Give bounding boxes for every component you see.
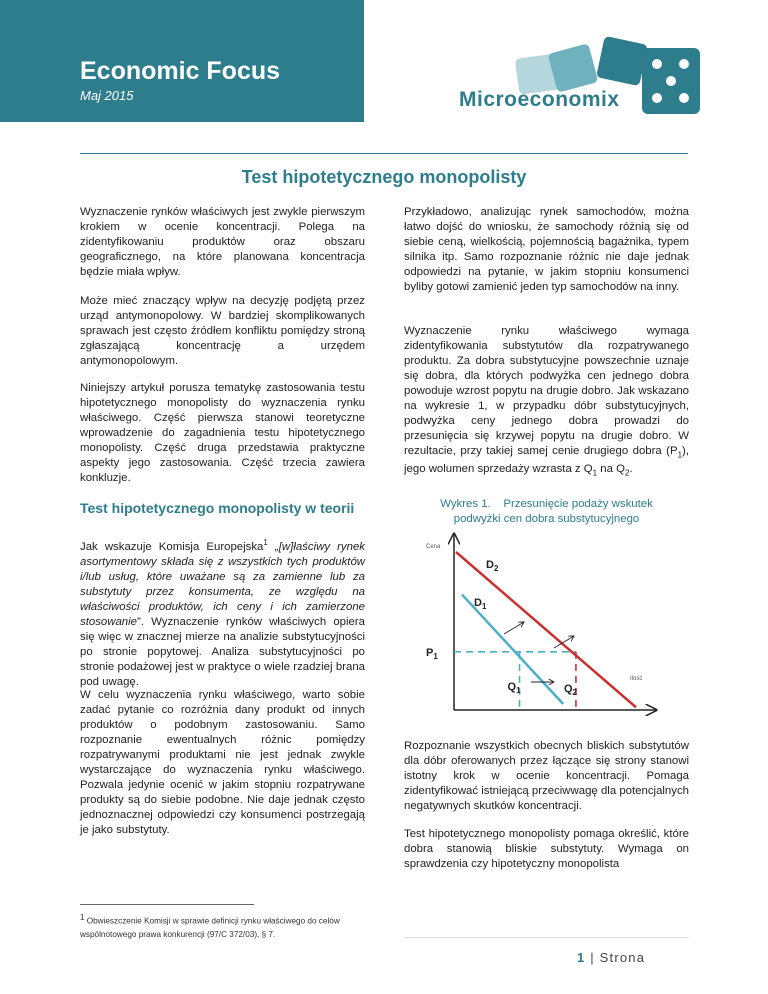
subscript: 2 [624, 468, 630, 478]
article-title: Test hipotetycznego monopolisty [241, 167, 527, 187]
quote-text: „[w]łaściwy rynek asortymentowy składa się z wszystkich tych produktów i/lub usług, które uważane są za zamienne lub za substytuty przez konsumenta, ze względu na właściwości produktów, ich ceny i ich zamierzone stosowanie [80, 540, 365, 628]
logo-dot [679, 59, 689, 69]
right-paragraph-4: Test hipotetycznego monopolisty pomaga określić, które dobra stanowią bliskie substytuty. Wymaga on sprawdzenia czy hipotetyczny monopolista [404, 828, 689, 870]
right-paragraph-2-end: . [629, 463, 633, 476]
logo-dot [679, 93, 689, 103]
left-paragraph-3: Niniejszy artykuł porusza tematykę zastosowania testu hipotetycznego monopolisty do wyznaczenia rynku właściwego. Część pierwsza stanowi teoretyczne wprowadzenie do zagadnienia testu hipotetycznego monopolisty. Część druga przedstawia praktyczne aspekty jego zastosowania. Część trzecia zawiera konkluzje. [80, 382, 365, 484]
logo-dot [652, 59, 662, 69]
series-d1-label: $D_1$ [474, 597, 487, 611]
report-title: Economic Focus [80, 57, 281, 85]
quote-paragraph [80, 535, 365, 690]
right-paragraph-1: Przykładowo, analizując rynek samochodów, można łatwo dojść do wniosku, że samochody różnią się od siebie ceną, wielkością, pojemnością bagażnika, typem silnika itp. Samo rozpoznanie różnic nie daje jednak odpowiedzi na pytanie, w jakim stopniu konsumenci byliby gotowi zamienić jeden typ samochodów na inny. [404, 206, 689, 293]
report-date: Maj 2015 [80, 88, 134, 103]
y-axis-label: Cena [426, 544, 441, 550]
right-paragraph-2-text: Wyznaczenie rynku właściwego wymaga zidentyfikowania substytutów dla rozpatrywanego produktu. Za dobra substytucyjne powszechnie uznaje się dobra, dla których podwyżka cen jednego dobra powoduje wzrost popytu na drugie dobro. Jak wskazano na wykresie 1, w przypadku dóbr substytucyjnych, podwyżka ceny jednego dobra prowadzi do przesunięcia się krzywej popytu na drugie dobro. W rezultacie, przy takiej samej cenie drugiego dobra (P [404, 325, 689, 457]
subscript: 1 [677, 450, 683, 460]
footnote-text: Obwieszczenie Komisji w sprawie definicji rynku właściwego do celów wspólnotowego prawa konkurencji (97/C 372/03), § 7. [80, 916, 340, 939]
logo-text: Microeconomix [459, 88, 620, 111]
right-paragraph-2 [404, 324, 689, 481]
right-paragraph-2-na: na Q [597, 463, 625, 476]
x-axis-label: Ilość [630, 676, 643, 682]
footnote [80, 911, 370, 941]
right-paragraph-3: Rozpoznanie wszystkich obecnych bliskich substytutów dla dóbr oferowanych przez łączące się strony stanowi istotny krok w ocenie koncentracji. Pomaga zidentyfikować istniejącą przeciwwagę dla potencjalnych negatywnych skutków koncentracji. [404, 740, 689, 812]
page-number-separator: | [585, 950, 600, 965]
figure-caption [404, 497, 689, 527]
right-paragraph-2-mid: ), jego wolumen sprzedaży wzrasta z Q [404, 445, 689, 476]
page-number-value: 1 [577, 950, 586, 965]
footnote-reference: 1 [263, 538, 268, 547]
page-word: Strona [599, 950, 646, 965]
series-d2-label: $D_2$ [486, 559, 499, 573]
demand-shift-chart [404, 530, 689, 730]
q1-label: $Q_1$ [507, 681, 521, 695]
quote-lead: Jak wskazuje Komisja Europejska [80, 540, 264, 553]
price-label: $P_1$ [426, 646, 438, 661]
section-heading: Test hipotetycznego monopolisty w teorii [80, 500, 355, 516]
quote-rest: ”. Wyznaczenie rynków właściwych opiera się więc w znacznej mierze na analizie substytucyjności po stronie popytowej. Analiza substytucyjności po stronie podażowej jest w praktyce o wiele rzadziej brana pod uwagę. [80, 615, 365, 688]
title-divider [80, 153, 688, 154]
logo-dot [652, 93, 662, 103]
left-paragraph-2: Może mieć znaczący wpływ na decyzję podjętą przez urząd antymonopolowy. W bardziej skomplikowanych sprawach jest często źródłem konfliktu pomiędzy stroną zgłaszającą koncentrację a urzędem antymonopolowym. [80, 295, 365, 367]
left-paragraph-1: Wyznaczenie rynków właściwych jest zwykle pierwszym krokiem w ocenie koncentracji. Polega na zidentyfikowaniu produktów oraz obszaru geograficznego, na które planowana koncentracja będzie miała wpływ. [80, 206, 365, 278]
footnote-mark: 1 [80, 913, 85, 922]
figure-caption-line-2: podwyżki cen dobra substytucyjnego [453, 513, 640, 525]
q2-label: $Q_2$ [563, 683, 577, 697]
shift-arrow [504, 622, 524, 634]
logo-tile-3 [596, 36, 648, 86]
footnote-rule [80, 904, 254, 905]
logo-dot [666, 76, 676, 86]
footer-rule [404, 937, 689, 938]
figure-caption-line-1: Wykres 1. Przesunięcie podaży wskutek [440, 498, 653, 510]
page-number [577, 950, 645, 965]
subscript: 1 [592, 468, 598, 478]
left-paragraph-5: W celu wyznaczenia rynku właściwego, warto sobie zadać pytanie co rozróżnia dany produkt od innych produktów o podobnym zastosowaniu. Samo rozpoznanie ewentualnych różnic pomiędzy rozpatrywanymi produktami nie jest jednak zwykle wystarczające do wyznaczenia rynku właściwego. Pozwala jedynie ocenić w jakim stopniu rozpatrywane produkty są do siebie podobne. Nie daje jednak często jednoznacznej odpowiedzi czy konsumenci postrzegają je jako substytuty. [80, 689, 365, 836]
